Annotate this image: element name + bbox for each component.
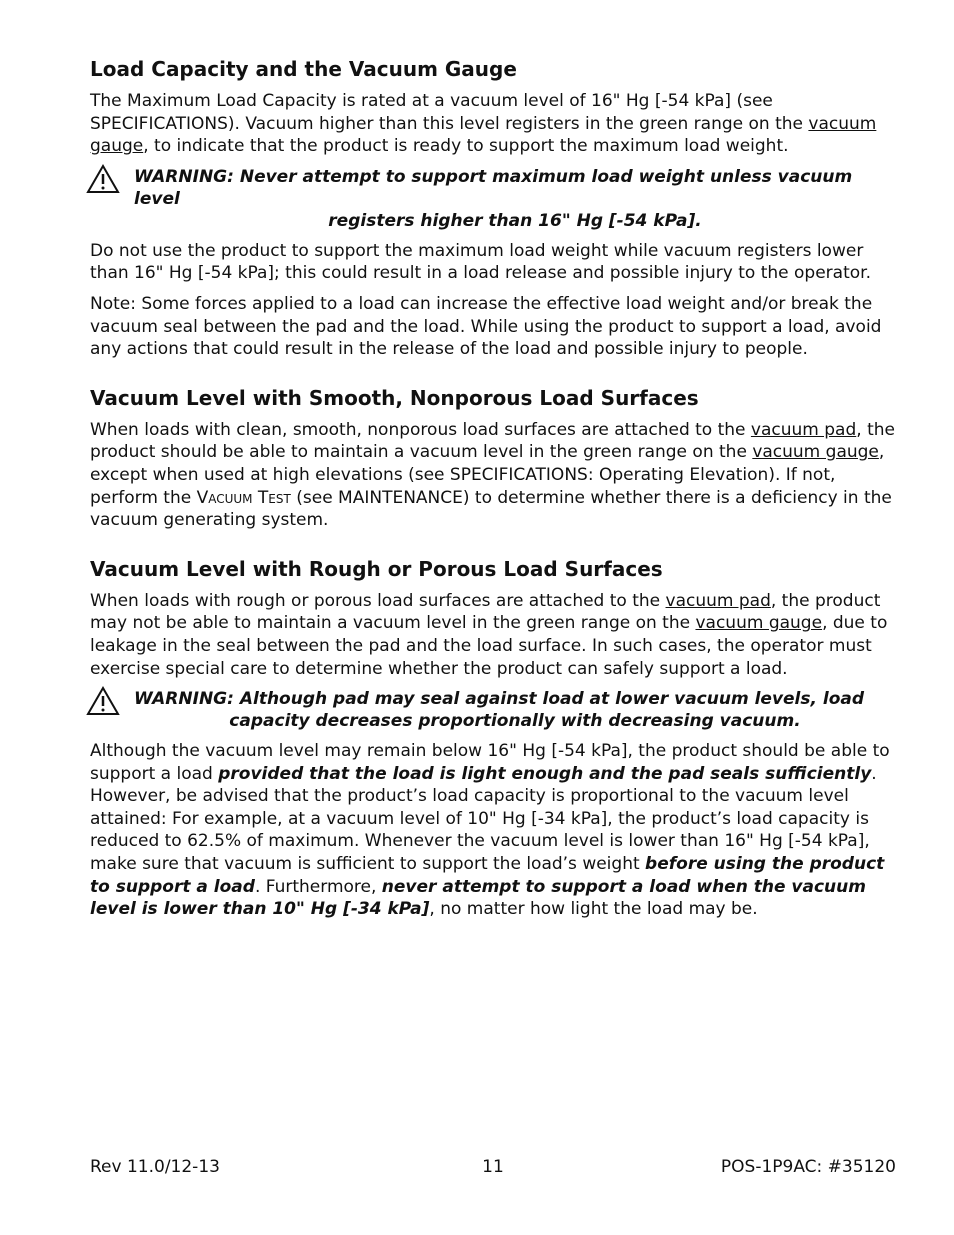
- warning-lower-vacuum: [90, 688, 896, 732]
- emphasis-before-using: before using the product to support a load: [90, 854, 885, 897]
- link-vacuum-gauge[interactable]: vacuum gauge: [752, 442, 879, 463]
- paragraph-although: Although the vacuum level may remain below 16" Hg [-54 kPa], the product should be able to support a load provided that the load is light enough and the pad seals sufficiently. However, be advised that the product’s load capacity is proportional to the vacuum level attained: For example, at a vacuum level of 10" Hg [-34 kPa], the product’s load capacity is reduced to 62.5% of maximum. Whenever the vacuum level is lower than 16" Hg [-54 kPa], make sure that vacuum is sufficient to support the load’s weight before using the product to support a load. Furthermore, never attempt to support a load when the vacuum level is lower than 10" Hg [-34 kPa], no matter how light the load may be.: [90, 741, 890, 920]
- link-vacuum-gauge[interactable]: vacuum gauge: [90, 113, 877, 157]
- warning-line-1: WARNING: Never attempt to support maximum load weight unless vacuum level: [134, 166, 853, 209]
- heading-load-capacity: Load Capacity and the Vacuum Gauge: [90, 57, 517, 81]
- footer-document-id: POS-1P9AC: #35120: [720, 1157, 896, 1177]
- emphasis-never-attempt: never attempt to support a load when the vacuum level is lower than 10" Hg [-34 kPa]: [90, 876, 866, 920]
- warning-triangle-icon: [86, 686, 120, 716]
- heading-rough-surfaces: Vacuum Level with Rough or Porous Load Surfaces: [90, 556, 663, 581]
- page-content: [90, 56, 896, 929]
- paragraph-note: Note: Some forces applied to a load can increase the effective load weight and/or break the vacuum seal between the pad and the load. While using the product to support a load, avoid any actions that could result in the release of the load and possible injury to people.: [90, 293, 882, 360]
- warning-line-2: capacity decreases proportionally with decreasing vacuum.: [229, 711, 801, 732]
- paragraph-rough: When loads with rough or porous load surfaces are attached to the vacuum pad, the product may not be able to maintain a vacuum level in the green range on the vacuum gauge, due to leakage in the seal between the pad and the load surface. In such cases, the operator must exercise special care to determine whether the product can safely support a load.: [90, 590, 888, 679]
- warning-max-load: [90, 166, 896, 232]
- link-vacuum-pad[interactable]: vacuum pad: [750, 419, 857, 440]
- warning-line-1: WARNING: Although pad may seal against load at lower vacuum levels, load: [134, 689, 865, 710]
- warning-triangle-icon: [86, 164, 120, 194]
- warning-line-2: registers higher than 16" Hg [-54 kPa].: [328, 210, 702, 231]
- vacuum-test-reference: Vacuum Test: [196, 487, 291, 508]
- footer-revision: Rev 11.0/12-13: [90, 1157, 220, 1177]
- link-vacuum-pad[interactable]: vacuum pad: [665, 590, 771, 611]
- heading-smooth-surfaces: Vacuum Level with Smooth, Nonporous Load Surfaces: [90, 385, 699, 410]
- footer-page-number: 11: [482, 1157, 504, 1177]
- link-vacuum-gauge[interactable]: vacuum gauge: [695, 613, 823, 634]
- paragraph-do-not-use: Do not use the product to support the maximum load weight while vacuum registers lower than 16" Hg [-54 kPa]; this could result in a load release and possible injury to the operator.: [90, 240, 871, 284]
- emphasis-provided: provided that the load is light enough and the pad seals sufficiently: [218, 763, 872, 784]
- section-smooth-surfaces: [90, 385, 896, 532]
- paragraph-max-load: The Maximum Load Capacity is rated at a vacuum level of 16" Hg [-54 kPa] (see SPECIFICATIONS). Vacuum higher than this level registers in the green range on the vacuum gauge, to indicate that the product is ready to support the maximum load weight.: [90, 91, 877, 157]
- paragraph-smooth: When loads with clean, smooth, nonporous load surfaces are attached to the vacuum pad, the product should be able to maintain a vacuum level in the green range on the vacuum gauge, except when used at high elevations (see SPECIFICATIONS: Operating Elevation). If not, perform the Vacuum Test (see MAINTENANCE) to determine whether there is a deficiency in the vacuum generating system.: [90, 419, 895, 531]
- section-rough-surfaces: [90, 556, 896, 921]
